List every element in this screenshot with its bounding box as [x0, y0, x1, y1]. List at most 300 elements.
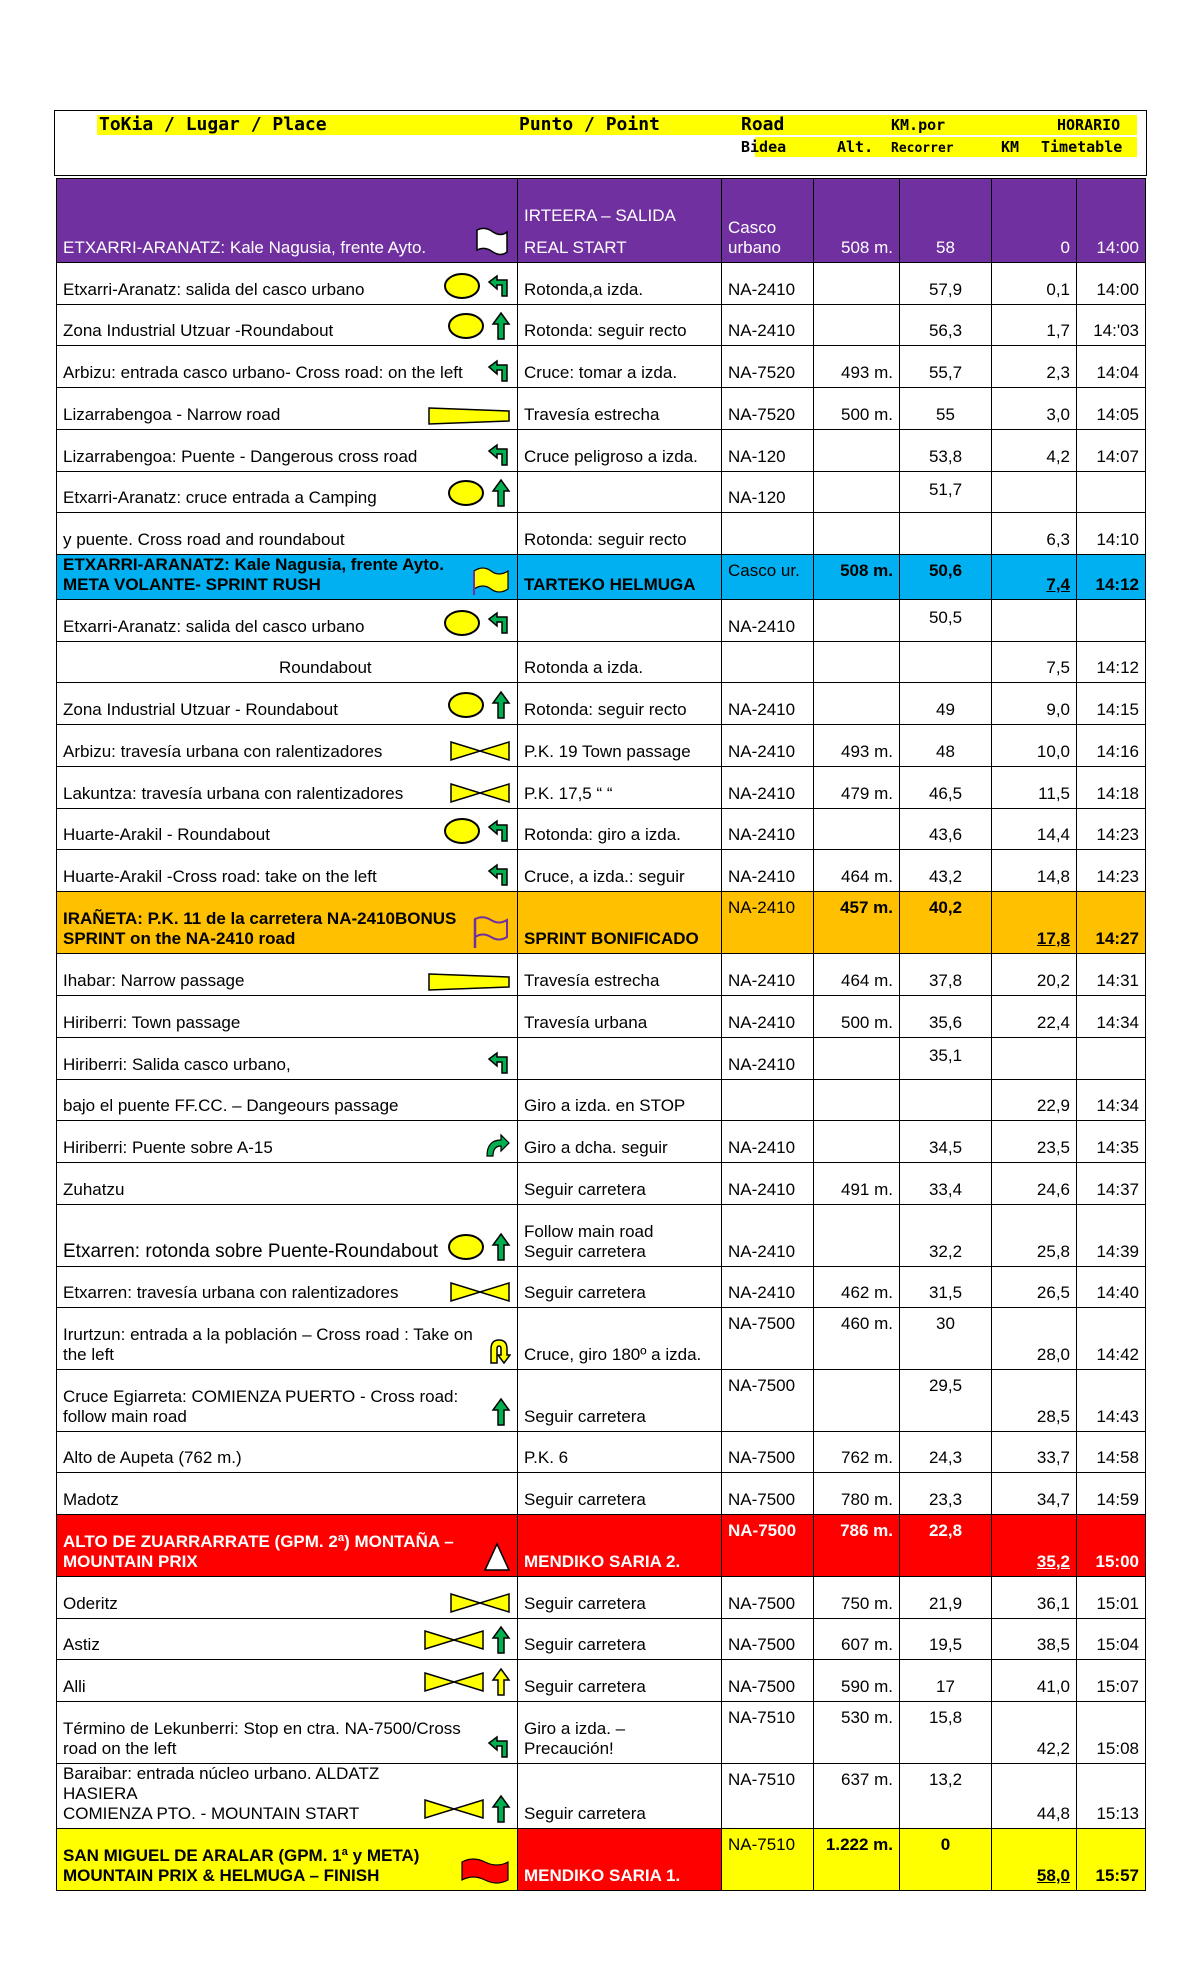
distance-remaining-cell: 37,8 [900, 954, 992, 996]
point-text [524, 1594, 715, 1614]
km-cell: 11,5 [992, 767, 1077, 809]
road-line: NA-2410 [728, 617, 796, 636]
point-cell [518, 305, 722, 346]
road-text [728, 1594, 807, 1614]
point-line-top: Giro a izda. – [524, 1719, 626, 1738]
point-line: TARTEKO HELMUGA [524, 575, 696, 594]
road-text [728, 363, 807, 383]
narrow-road-icon [427, 405, 511, 425]
place-text [63, 363, 463, 383]
point-text [524, 929, 715, 949]
table-row [57, 1038, 1146, 1080]
point-text [524, 1096, 715, 1116]
place-line: Etxarren: travesía urbana con ralentizadores [63, 1283, 399, 1302]
place-line: Hiriberri: Puente sobre A-15 [63, 1138, 273, 1157]
km-cell: 1,7 [992, 305, 1077, 346]
point-line: Rotonda: seguir recto [524, 321, 687, 340]
place-line: Alto de Aupeta (762 m.) [63, 1448, 242, 1467]
place-line-2: MOUNTAIN PRIX & HELMUGA – FINISH [63, 1866, 380, 1885]
table-row [57, 1702, 1146, 1764]
time-cell: 14:15 [1077, 683, 1146, 725]
time-cell: 14:35 [1077, 1121, 1146, 1163]
distance-remaining-cell: 57,9 [900, 263, 992, 305]
table-row [57, 1764, 1146, 1829]
place-cell [57, 1702, 518, 1764]
road-text [728, 488, 807, 508]
place-text [63, 825, 270, 845]
place-content [63, 609, 511, 637]
table-row [57, 892, 1146, 954]
time-cell: 14:10 [1077, 513, 1146, 555]
place-cell [57, 1829, 518, 1891]
km-cell: 38,5 [992, 1619, 1077, 1660]
road-cell [722, 954, 814, 996]
table-row [57, 683, 1146, 725]
point-cell [518, 388, 722, 430]
place-text [63, 617, 364, 637]
place-cell [57, 683, 518, 725]
point-line: Rotonda a izda. [524, 658, 644, 677]
point-cell [518, 767, 722, 809]
direction-icons [447, 690, 511, 720]
altitude-cell: 762 m. [814, 1432, 900, 1473]
turn-left-icon [487, 611, 511, 635]
table-row [57, 1121, 1146, 1163]
altitude-cell: 786 m. [814, 1515, 900, 1577]
time-cell: 15:08 [1077, 1702, 1146, 1764]
place-cell [57, 850, 518, 892]
road-cell [722, 1660, 814, 1702]
straight-arrow-icon [491, 1232, 511, 1262]
point-line: Giro a izda. en STOP [524, 1096, 686, 1115]
place-line: Arbizu: travesía urbana con ralentizadores [63, 742, 383, 761]
place-content [63, 555, 511, 595]
road-text [728, 321, 807, 341]
point-cell [518, 1432, 722, 1473]
roundabout-icon [447, 691, 485, 719]
table-row [57, 600, 1146, 642]
altitude-cell: 491 m. [814, 1163, 900, 1205]
road-cell [722, 179, 814, 263]
place-content [63, 405, 511, 425]
place-line: Astiz [63, 1635, 100, 1654]
place-cell [57, 472, 518, 513]
place-content [63, 817, 511, 845]
point-line: Travesía estrecha [524, 405, 660, 424]
table-row [57, 388, 1146, 430]
place-cell [57, 555, 518, 600]
point-text [524, 321, 715, 341]
point-cell [518, 996, 722, 1038]
place-content [63, 226, 511, 258]
direction-icons [487, 1051, 511, 1075]
place-cell [57, 1370, 518, 1432]
distance-remaining-cell: 35,1 [900, 1038, 992, 1080]
altitude-cell [814, 1080, 900, 1121]
time-cell: 15:01 [1077, 1577, 1146, 1619]
distance-remaining-cell: 58 [900, 179, 992, 263]
place-content [63, 478, 511, 508]
point-cell [518, 1829, 722, 1891]
point-text [524, 1448, 715, 1468]
place-text [63, 1532, 454, 1572]
road-cell [722, 642, 814, 683]
point-text [524, 280, 715, 300]
road-line: NA-2410 [728, 825, 796, 844]
place-text [63, 1180, 124, 1200]
altitude-cell: 500 m. [814, 388, 900, 430]
time-cell: 14:59 [1077, 1473, 1146, 1515]
place-content [63, 740, 511, 762]
time-cell: 14:31 [1077, 954, 1146, 996]
road-cell [722, 388, 814, 430]
speed-bump-icon [449, 1592, 511, 1614]
road-text [728, 1055, 807, 1075]
road-text [728, 617, 807, 637]
altitude-cell: 464 m. [814, 850, 900, 892]
place-text [63, 488, 377, 508]
point-text [524, 700, 715, 720]
km-cell: 41,0 [992, 1660, 1077, 1702]
road-line: NA-7510 [728, 1835, 796, 1854]
place-cell [57, 430, 518, 472]
turn-left-icon [487, 1735, 511, 1759]
distance-remaining-cell: 51,7 [900, 472, 992, 513]
direction-icons [423, 1667, 511, 1697]
direction-icons [427, 405, 511, 425]
point-cell [518, 1308, 722, 1370]
road-line: NA-120 [728, 488, 786, 507]
road-cell [722, 305, 814, 346]
place-text [63, 238, 426, 258]
km-cell: 14,4 [992, 809, 1077, 850]
table-row [57, 1267, 1146, 1308]
road-cell [722, 809, 814, 850]
km-cell: 7,5 [992, 642, 1077, 683]
point-line: Cruce: tomar a izda. [524, 363, 678, 382]
road-cell [722, 600, 814, 642]
distance-remaining-cell: 50,5 [900, 600, 992, 642]
place-content [63, 971, 511, 991]
point-text [524, 1138, 715, 1158]
table-row [57, 263, 1146, 305]
road-line: NA-2410 [728, 1180, 796, 1199]
point-cell [518, 683, 722, 725]
distance-remaining-cell [900, 513, 992, 555]
header-place: ToKia / Lugar / Place [99, 114, 327, 135]
place-line: Irurtzun: entrada a la población – Cross road : Take on [63, 1325, 473, 1344]
place-content [63, 443, 511, 467]
km-cell: 33,7 [992, 1432, 1077, 1473]
point-line: Precaución! [524, 1739, 614, 1758]
place-text [63, 867, 377, 887]
km-cell: 17,8 [992, 892, 1077, 954]
place-content [63, 1281, 511, 1303]
table-row [57, 430, 1146, 472]
point-line: P.K. 17,5 “ “ [524, 784, 613, 803]
distance-remaining-cell [900, 1080, 992, 1121]
road-text [728, 218, 807, 258]
point-text [524, 825, 715, 845]
road-cell [722, 1577, 814, 1619]
roundabout-icon [443, 817, 481, 845]
altitude-cell: 460 m. [814, 1308, 900, 1370]
point-cell [518, 1473, 722, 1515]
header-bidea: Bidea [741, 138, 787, 156]
km-cell: 25,8 [992, 1205, 1077, 1267]
altitude-cell [814, 1370, 900, 1432]
point-line: Seguir carretera [524, 1242, 646, 1261]
place-cell [57, 305, 518, 346]
roundabout-icon [443, 272, 481, 300]
point-cell [518, 1660, 722, 1702]
distance-remaining-cell: 34,5 [900, 1121, 992, 1163]
header-road: Road [741, 114, 785, 135]
place-cell [57, 1267, 518, 1308]
road-text [728, 561, 807, 581]
direction-icons [443, 272, 511, 300]
altitude-cell [814, 809, 900, 850]
place-cell [57, 1764, 518, 1829]
point-text [524, 971, 715, 991]
place-content [63, 1325, 511, 1365]
direction-icons [487, 1735, 511, 1759]
time-cell: 14:18 [1077, 767, 1146, 809]
turn-left-icon [487, 359, 511, 383]
road-line: NA-120 [728, 447, 786, 466]
place-content [63, 863, 511, 887]
point-line: Travesía estrecha [524, 971, 660, 990]
place-content [63, 272, 511, 300]
road-text [728, 1635, 807, 1655]
altitude-cell [814, 1038, 900, 1080]
place-line: Etxarri-Aranatz: salida del casco urbano [63, 617, 365, 636]
roundabout-icon [443, 609, 481, 637]
place-content [63, 1448, 511, 1468]
point-cell [518, 513, 722, 555]
road-cell [722, 513, 814, 555]
direction-icons [443, 609, 511, 637]
place-content [63, 1532, 511, 1572]
straight-arrow-yellow-icon [491, 1667, 511, 1697]
point-line-top: Follow main road [524, 1222, 654, 1241]
point-cell [518, 1080, 722, 1121]
direction-icons [447, 1232, 511, 1262]
road-line: Casco ur. [728, 561, 800, 580]
time-cell: 14:23 [1077, 850, 1146, 892]
km-cell: 42,2 [992, 1702, 1077, 1764]
road-text [728, 784, 807, 804]
place-cell [57, 388, 518, 430]
time-cell: 14:58 [1077, 1432, 1146, 1473]
point-cell [518, 1370, 722, 1432]
point-line: Seguir carretera [524, 1594, 646, 1613]
time-cell: 14:16 [1077, 725, 1146, 767]
header-km: KM [1001, 138, 1020, 156]
place-text [63, 530, 345, 550]
table-row [57, 767, 1146, 809]
point-cell [518, 430, 722, 472]
point-cell [518, 1702, 722, 1764]
table-row [57, 1205, 1146, 1267]
point-line: Seguir carretera [524, 1283, 646, 1302]
place-cell [57, 600, 518, 642]
time-cell: 15:00 [1077, 1515, 1146, 1577]
point-line: Rotonda: seguir recto [524, 530, 687, 549]
km-cell: 3,0 [992, 388, 1077, 430]
km-cell: 4,2 [992, 430, 1077, 472]
road-cell [722, 1080, 814, 1121]
direction-icons [491, 1397, 511, 1427]
point-cell [518, 600, 722, 642]
road-line: urbano [728, 238, 781, 257]
km-cell: 22,4 [992, 996, 1077, 1038]
time-cell: 14:05 [1077, 388, 1146, 430]
road-line: NA-7500 [728, 1635, 796, 1654]
table-row [57, 954, 1146, 996]
distance-remaining-cell: 0 [900, 1829, 992, 1891]
direction-icons [487, 443, 511, 467]
turn-left-icon [487, 863, 511, 887]
time-cell: 14:39 [1077, 1205, 1146, 1267]
road-cell [722, 1267, 814, 1308]
table-row [57, 850, 1146, 892]
altitude-cell [814, 263, 900, 305]
road-line: NA-7510 [728, 1770, 796, 1789]
place-content [63, 1667, 511, 1697]
point-text [524, 867, 715, 887]
direction-icons [487, 863, 511, 887]
distance-remaining-cell: 55 [900, 388, 992, 430]
place-content [63, 909, 511, 949]
point-cell [518, 642, 722, 683]
road-line: NA-2410 [728, 867, 796, 886]
point-cell [518, 1121, 722, 1163]
distance-remaining-cell: 21,9 [900, 1577, 992, 1619]
road-cell [722, 1764, 814, 1829]
point-cell [518, 1619, 722, 1660]
road-cell [722, 850, 814, 892]
place-cell [57, 1619, 518, 1660]
distance-remaining-cell: 19,5 [900, 1619, 992, 1660]
road-text [728, 405, 807, 425]
distance-remaining-cell: 33,4 [900, 1163, 992, 1205]
place-cell [57, 263, 518, 305]
place-content [63, 1387, 511, 1427]
distance-remaining-cell: 30 [900, 1308, 992, 1370]
time-cell: 14:12 [1077, 555, 1146, 600]
road-line: NA-7520 [728, 405, 796, 424]
place-text [63, 1719, 461, 1759]
km-cell: 34,7 [992, 1473, 1077, 1515]
place-cell [57, 642, 518, 683]
road-text [728, 1376, 807, 1396]
place-line-2: SPRINT on the NA-2410 road [63, 929, 296, 948]
distance-remaining-cell [900, 642, 992, 683]
table-row [57, 1619, 1146, 1660]
place-cell [57, 1515, 518, 1577]
road-cell [722, 1038, 814, 1080]
turn-right-icon [483, 1132, 511, 1158]
place-text [63, 1096, 398, 1116]
place-text [63, 1677, 86, 1697]
place-text [63, 658, 372, 678]
place-content [63, 1051, 511, 1075]
point-line: Cruce, a izda.: seguir [524, 867, 685, 886]
road-text [728, 971, 807, 991]
point-cell [518, 725, 722, 767]
straight-arrow-icon [491, 478, 511, 508]
place-text [63, 784, 403, 804]
place-content [63, 1592, 511, 1614]
km-cell: 23,5 [992, 1121, 1077, 1163]
place-content [63, 782, 511, 804]
point-text [524, 1180, 715, 1200]
table-row [57, 1577, 1146, 1619]
header-alt: Alt. [837, 138, 874, 156]
place-text [63, 1490, 119, 1510]
road-line: NA-2410 [728, 1283, 796, 1302]
road-text [728, 447, 807, 467]
road-line: NA-2410 [728, 1242, 796, 1261]
time-cell: 14:40 [1077, 1267, 1146, 1308]
road-line: NA-7500 [728, 1677, 796, 1696]
point-text [524, 1677, 715, 1697]
road-text [728, 1490, 807, 1510]
road-text [728, 700, 807, 720]
time-cell: 14:00 [1077, 263, 1146, 305]
altitude-cell: 607 m. [814, 1619, 900, 1660]
point-line-top: IRTEERA – SALIDA [524, 206, 676, 225]
point-text [524, 1013, 715, 1033]
flag-purple-icon [471, 915, 511, 949]
road-line: NA-2410 [728, 321, 796, 340]
road-line: NA-7500 [728, 1521, 797, 1540]
roundabout-icon [447, 312, 485, 340]
place-cell [57, 1080, 518, 1121]
road-cell [722, 683, 814, 725]
km-cell: 44,8 [992, 1764, 1077, 1829]
place-line: Cruce Egiarreta: COMIENZA PUERTO - Cross road: [63, 1387, 459, 1406]
place-text [63, 280, 364, 300]
altitude-cell [814, 642, 900, 683]
place-cell [57, 1308, 518, 1370]
straight-arrow-icon [491, 1625, 511, 1655]
altitude-cell [814, 513, 900, 555]
turn-left-icon [487, 274, 511, 298]
road-line: NA-2410 [728, 898, 796, 917]
place-cell [57, 1473, 518, 1515]
road-cell [722, 996, 814, 1038]
place-line: bajo el puente FF.CC. – Dangeours passage [63, 1096, 399, 1115]
distance-remaining-cell: 48 [900, 725, 992, 767]
time-cell: 14:27 [1077, 892, 1146, 954]
altitude-cell: 493 m. [814, 725, 900, 767]
place-text [63, 1055, 291, 1075]
place-text [63, 1283, 398, 1303]
place-line-2: follow main road [63, 1407, 187, 1426]
point-line: Giro a dcha. seguir [524, 1138, 668, 1157]
point-text [524, 1222, 715, 1262]
time-cell: 14:34 [1077, 996, 1146, 1038]
km-cell: 10,0 [992, 725, 1077, 767]
point-text [524, 1866, 715, 1886]
distance-remaining-cell: 53,8 [900, 430, 992, 472]
place-line: Zona Industrial Utzuar -Roundabout [63, 321, 334, 340]
direction-icons [449, 782, 511, 804]
point-line: Seguir carretera [524, 1490, 646, 1509]
distance-remaining-cell: 31,5 [900, 1267, 992, 1308]
